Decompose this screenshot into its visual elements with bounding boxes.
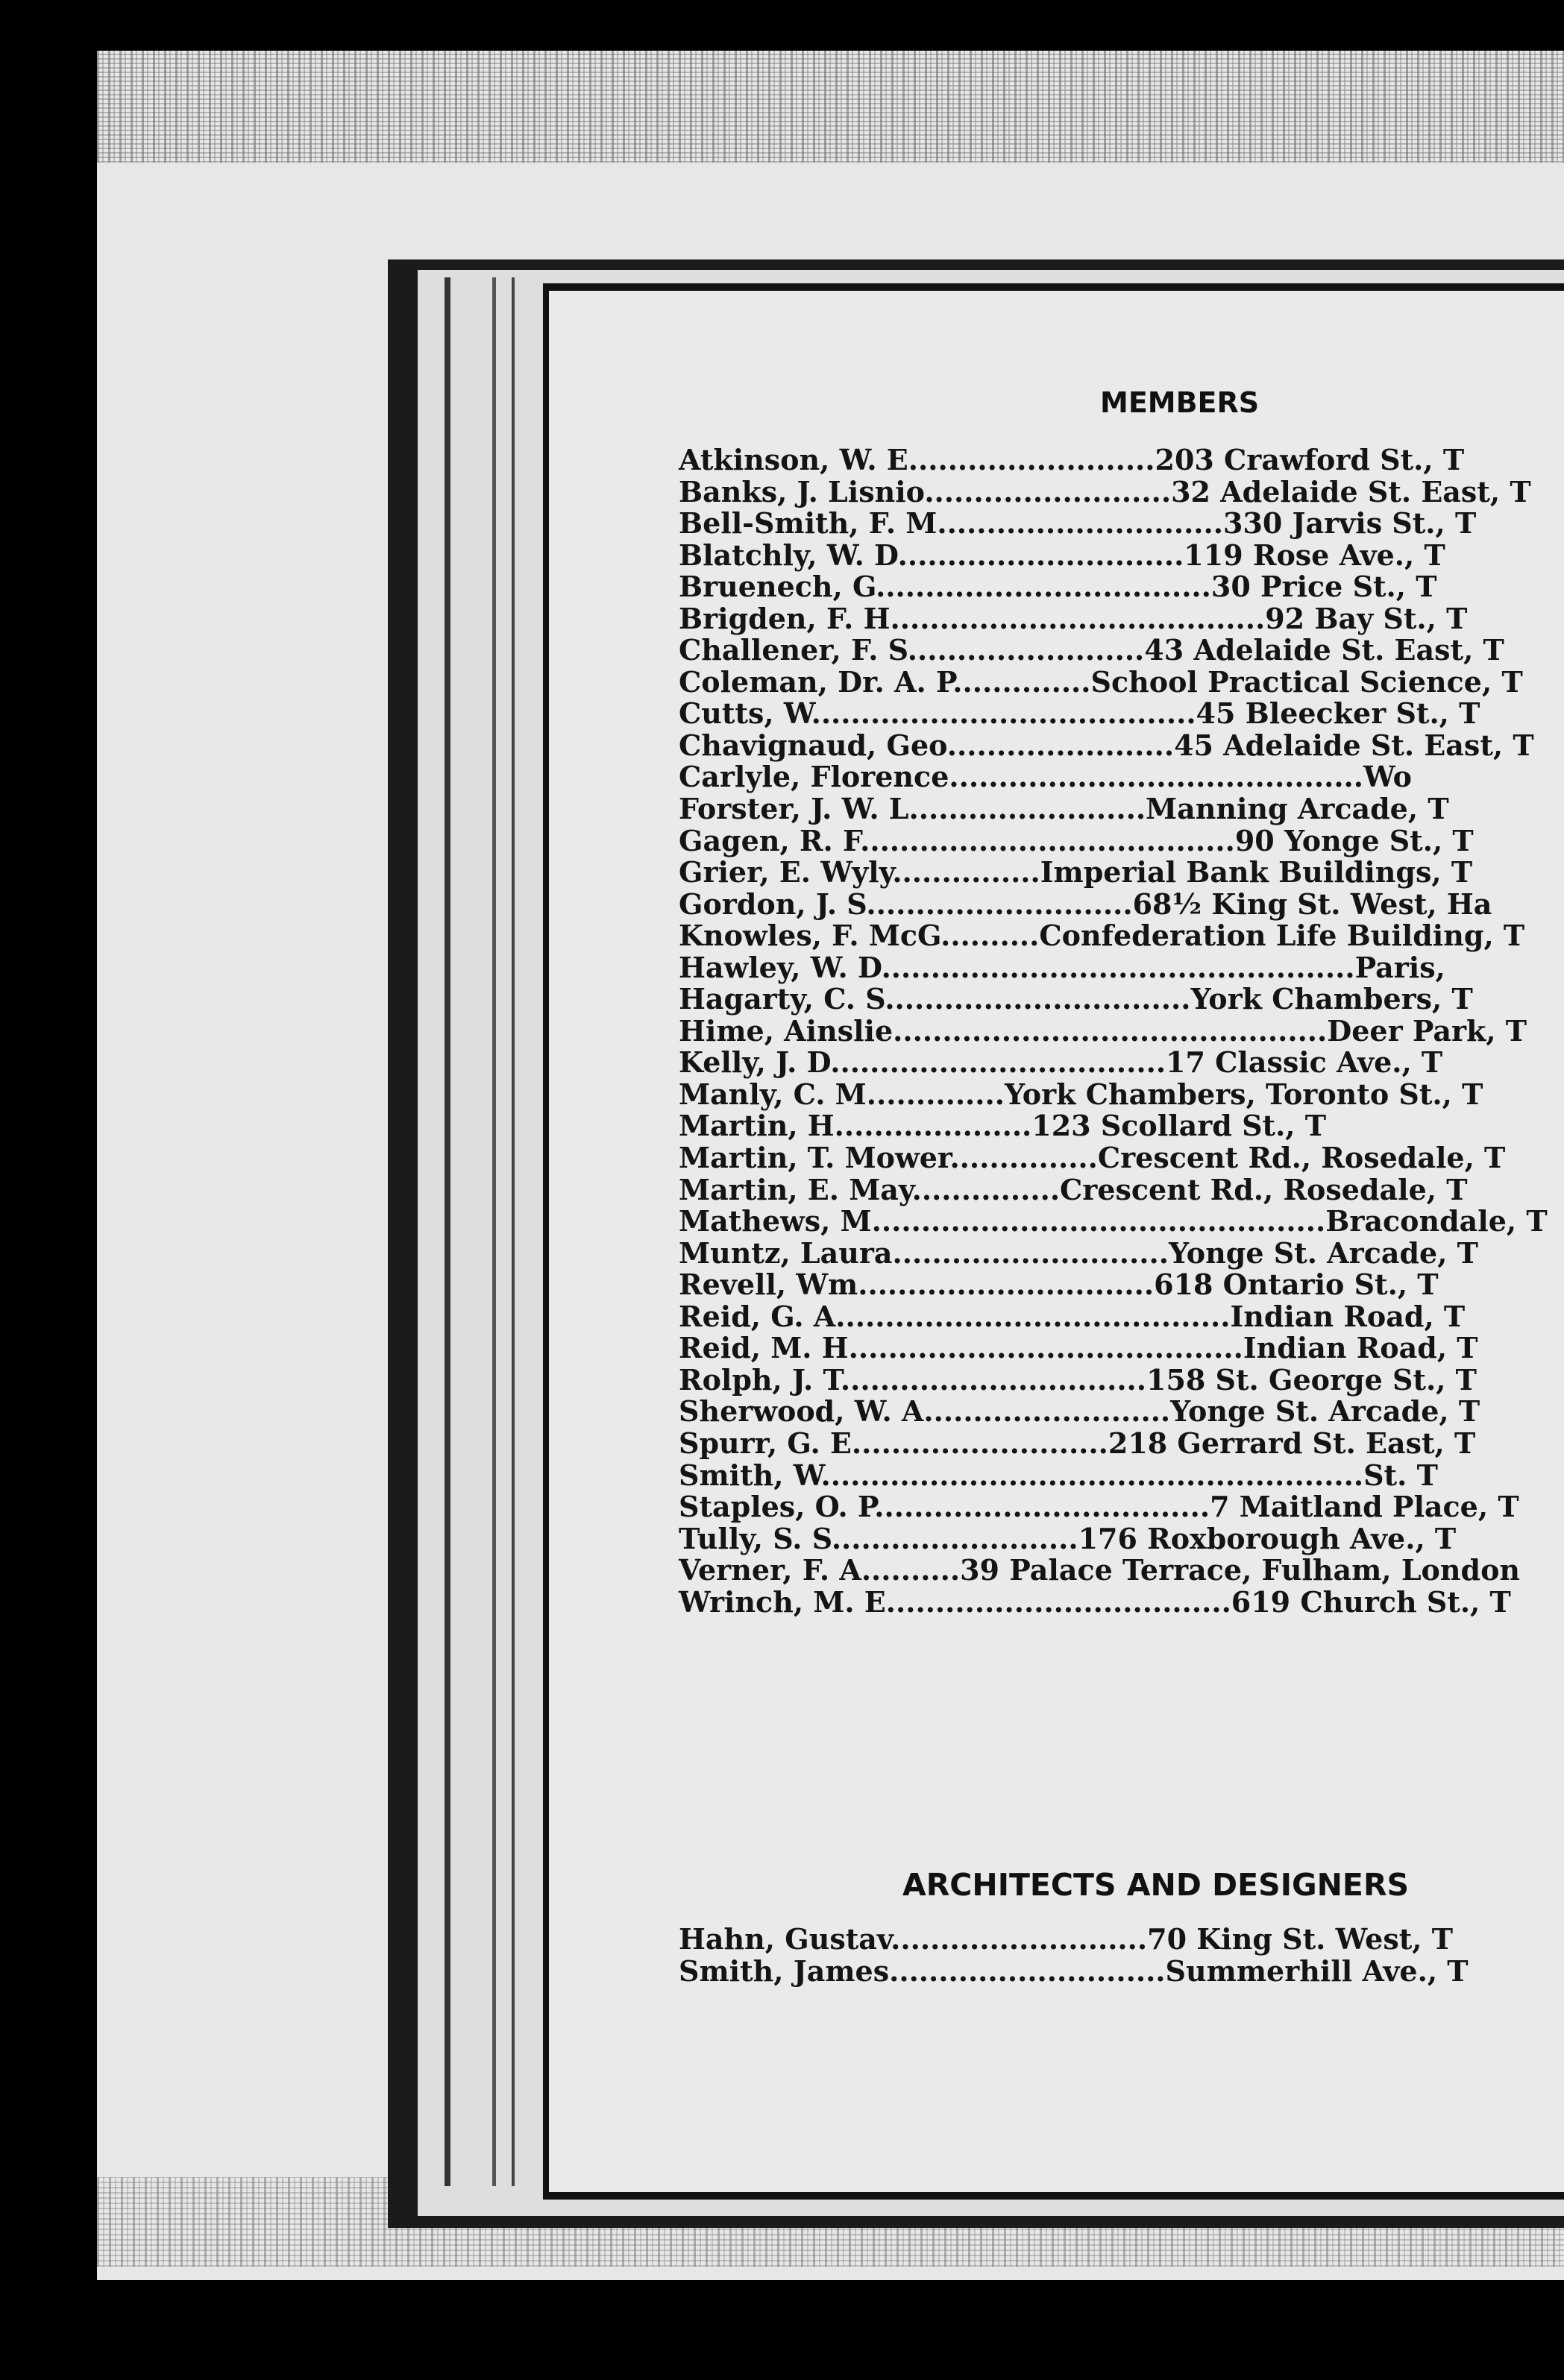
list-item <box>656 444 1564 476</box>
entry-address: ..........Confederation Life Building, T <box>940 919 1525 953</box>
entry-name: Cutts, W <box>679 696 811 731</box>
list-item <box>656 1924 1564 1956</box>
list-item <box>656 1364 1564 1397</box>
entry-address: .......................................45 Bleecker St., T <box>811 696 1480 731</box>
list-item <box>656 1301 1564 1333</box>
entry-name: Martin, E. May <box>679 1172 912 1206</box>
entry-name: Spurr, G. E <box>679 1426 852 1460</box>
list-item <box>656 825 1564 857</box>
entry-line <box>679 635 1504 667</box>
entry-address: .........................32 Adelaide St. East, T <box>924 474 1531 509</box>
entry-line <box>679 1079 1483 1111</box>
entry-line <box>679 889 1492 921</box>
list-item <box>656 1013 1564 1048</box>
entry-name: Sherwood, W. A. <box>679 1394 934 1429</box>
list-item <box>656 664 1564 699</box>
entry-name: Tully, S. S <box>679 1521 832 1555</box>
list-item <box>656 698 1564 730</box>
entry-address: ......................................92 Bay St., T <box>890 601 1468 635</box>
list-item <box>656 1523 1564 1555</box>
list-item <box>656 1956 1564 1988</box>
list-item <box>656 571 1564 603</box>
entry-address: ...............................York Chambers, T <box>885 982 1473 1016</box>
entry-line <box>679 1047 1442 1079</box>
entry-line <box>679 1269 1439 1301</box>
list-item <box>656 1396 1564 1428</box>
entry-address: .............................618 Ontario St., T <box>867 1268 1439 1302</box>
list-item <box>656 476 1564 509</box>
entry-line <box>679 1956 1469 1988</box>
list-item <box>656 920 1564 952</box>
entry-address: ...............Crescent Rd., Rosedale, T <box>949 1141 1506 1175</box>
entry-line <box>679 1301 1465 1333</box>
entry-line <box>679 1206 1548 1238</box>
entry-name: Manly, C. M <box>679 1077 867 1111</box>
entry-name: Blatchly, W. D <box>679 538 898 572</box>
entry-name: Martin, H. <box>679 1109 844 1143</box>
entry-address: .............................330 Jarvis St., T <box>937 506 1477 541</box>
entry-address: .......................43 Adelaide St. East, T <box>917 633 1504 667</box>
architects-list <box>656 1924 1564 1987</box>
entry-line <box>679 540 1445 572</box>
entry-address: .............School Practical Science, T <box>962 664 1523 699</box>
entry-address: ..........................218 Gerrard St. East, T <box>851 1426 1476 1460</box>
entry-address: ...............Imperial Bank Buildings, T <box>892 855 1473 890</box>
list-item <box>656 1428 1564 1460</box>
list-item <box>656 1332 1564 1364</box>
entry-address: .............................................Bracondale, T <box>881 1204 1548 1238</box>
entry-line <box>679 444 1464 476</box>
entry-line <box>679 1924 1453 1956</box>
page-edge-line <box>512 277 515 2186</box>
list-item <box>656 1269 1564 1301</box>
entry-line <box>679 1013 1527 1048</box>
entry-name: Atkinson, W. E. <box>679 443 918 476</box>
entry-address: ..........39 Palace Terrace, Fulham, London <box>861 1553 1521 1587</box>
entry-address: ..........................................Wo <box>949 760 1412 794</box>
entry-line <box>679 1235 1478 1270</box>
list-item <box>656 730 1564 762</box>
entry-name: Smith, W. <box>679 1458 831 1492</box>
list-item <box>656 1460 1564 1492</box>
entry-address: ..................................30 Price St., T <box>876 570 1437 604</box>
entry-address: ..................................619 Church St., T <box>896 1584 1511 1619</box>
entry-address: ................................................Paris, <box>881 950 1445 984</box>
list-item <box>656 1047 1564 1079</box>
list-item <box>656 1491 1564 1523</box>
entry-line <box>679 1142 1505 1174</box>
entry-line <box>679 603 1467 635</box>
list-item <box>656 952 1564 984</box>
entry-name: Knowles, F. McG <box>679 919 941 953</box>
entry-address: .............................119 Rose Ave., T <box>897 538 1445 572</box>
entry-name: Banks, J. Lisnio <box>679 474 925 509</box>
scan-noise-top <box>97 51 1564 163</box>
architects-heading: ARCHITECTS AND DESIGNERS <box>902 1867 1410 1903</box>
entry-name: Smith, James <box>679 1954 890 1988</box>
entry-line <box>679 1555 1520 1587</box>
entry-name: Bruenech, G <box>679 570 876 604</box>
list-item <box>656 508 1564 540</box>
entry-line <box>679 508 1476 540</box>
entry-name: Carlyle, Florence <box>679 760 949 794</box>
entry-line <box>679 761 1412 793</box>
list-item <box>656 793 1564 825</box>
entry-name: Coleman, Dr. A. P. <box>679 664 963 699</box>
entry-line <box>679 1332 1478 1364</box>
entry-name: Challener, F. S. <box>679 633 917 667</box>
entry-address: ..........................70 King St. West, T <box>891 1922 1454 1956</box>
entry-name: Wrinch, M. E. <box>679 1584 896 1619</box>
list-item <box>656 635 1564 667</box>
entry-line <box>679 952 1445 984</box>
entry-name: Revell, Wm. <box>679 1268 868 1302</box>
entry-address: ......................................................St. T <box>830 1458 1438 1492</box>
entry-name: Hawley, W. D <box>679 950 882 984</box>
entry-line <box>679 476 1531 509</box>
entry-name: Hahn, Gustav <box>679 1922 891 1956</box>
entry-name: Chavignaud, Geo <box>679 728 947 762</box>
list-item <box>656 889 1564 921</box>
entry-line <box>679 1364 1477 1397</box>
members-list <box>656 444 1564 1618</box>
list-item <box>656 857 1564 889</box>
entry-name: Hime, Ainslie <box>679 1013 894 1048</box>
entry-line <box>679 730 1534 762</box>
entry-line <box>679 1584 1511 1619</box>
entry-address: .......................................Indian Road, T <box>858 1331 1478 1365</box>
entry-name: Staples, O. P <box>679 1490 875 1524</box>
list-item <box>656 1584 1564 1619</box>
members-heading: MEMBERS <box>1100 386 1260 419</box>
page-edge-line <box>445 277 450 2186</box>
entry-address: ............................Summerhill Ave., T <box>889 1954 1469 1988</box>
entry-name: Gagen, R. F. <box>679 823 870 857</box>
entry-address: ...............Crescent Rd., Rosedale, T <box>911 1172 1468 1206</box>
list-item <box>656 1142 1564 1174</box>
entry-name: Bell-Smith, F. M <box>679 506 938 541</box>
entry-line <box>679 1110 1326 1142</box>
entry-address: .....................................90 Yonge St., T <box>870 823 1474 857</box>
entry-name: Martin, T. Mower <box>679 1141 950 1175</box>
entry-address: ..............................158 St. George St., T <box>850 1362 1477 1397</box>
entry-line <box>679 1396 1480 1428</box>
entry-line <box>679 793 1449 825</box>
list-item <box>656 1206 1564 1238</box>
entry-line <box>679 983 1473 1016</box>
list-item <box>656 1555 1564 1587</box>
list-item <box>656 1174 1564 1206</box>
entry-name: Forster, J. W. L. <box>679 792 919 826</box>
entry-address: .......................45 Adelaide St. East, T <box>946 728 1534 762</box>
entry-address: ............................................Deer Park, T <box>893 1013 1527 1048</box>
entry-name: Muntz, Laura <box>679 1235 893 1270</box>
list-item <box>656 1110 1564 1142</box>
entry-name: Kelly, J. D. <box>679 1045 841 1080</box>
entry-line <box>679 1174 1468 1206</box>
page-edge-line <box>492 277 496 2186</box>
entry-name: Reid, G. A. <box>679 1299 846 1333</box>
entry-address: ..................................7 Maitland Place, T <box>874 1490 1519 1524</box>
entry-line <box>679 1460 1438 1492</box>
entry-name: Rolph, J. T. <box>679 1362 851 1397</box>
list-item <box>656 1235 1564 1270</box>
list-item <box>656 540 1564 572</box>
entry-name: Brigden, F. H <box>679 601 891 635</box>
entry-line <box>679 698 1480 730</box>
entry-address: .......................................Indian Road, T <box>845 1299 1466 1333</box>
entry-address: ........................Yonge St. Arcade, T <box>933 1394 1480 1429</box>
entry-address: ..........................68½ King St. West, Ha <box>876 887 1492 921</box>
entry-address: ............................Yonge St. Arcade, T <box>892 1235 1478 1270</box>
entry-line <box>679 664 1523 699</box>
entry-address: ........................203 Crawford St., T <box>918 443 1465 476</box>
entry-name: Gordon, J. S. <box>679 887 876 921</box>
entry-name: Grier, E. Wyly <box>679 855 893 890</box>
list-item <box>656 603 1564 635</box>
entry-address: .......................Manning Arcade, T <box>918 792 1449 826</box>
entry-address: ...................123 Scollard St., T <box>844 1109 1327 1143</box>
list-item <box>656 1079 1564 1111</box>
entry-line <box>679 1428 1475 1460</box>
entry-line <box>679 857 1472 889</box>
entry-name: Mathews, M. <box>679 1204 882 1238</box>
entry-address: ..............York Chambers, Toronto St., T <box>866 1077 1483 1111</box>
list-item <box>656 761 1564 793</box>
entry-name: Verner, F. A <box>679 1553 861 1587</box>
entry-address: .........................176 Roxborough Ave., T <box>831 1521 1457 1555</box>
entry-line <box>679 825 1474 857</box>
entry-address: .................................17 Classic Ave., T <box>840 1045 1443 1080</box>
entry-line <box>679 1491 1519 1523</box>
entry-line <box>679 920 1524 952</box>
entry-name: Hagarty, C. S <box>679 982 885 1016</box>
entry-name: Reid, M. H. <box>679 1331 858 1365</box>
entry-line <box>679 571 1437 603</box>
list-item <box>656 983 1564 1016</box>
entry-line <box>679 1523 1456 1555</box>
